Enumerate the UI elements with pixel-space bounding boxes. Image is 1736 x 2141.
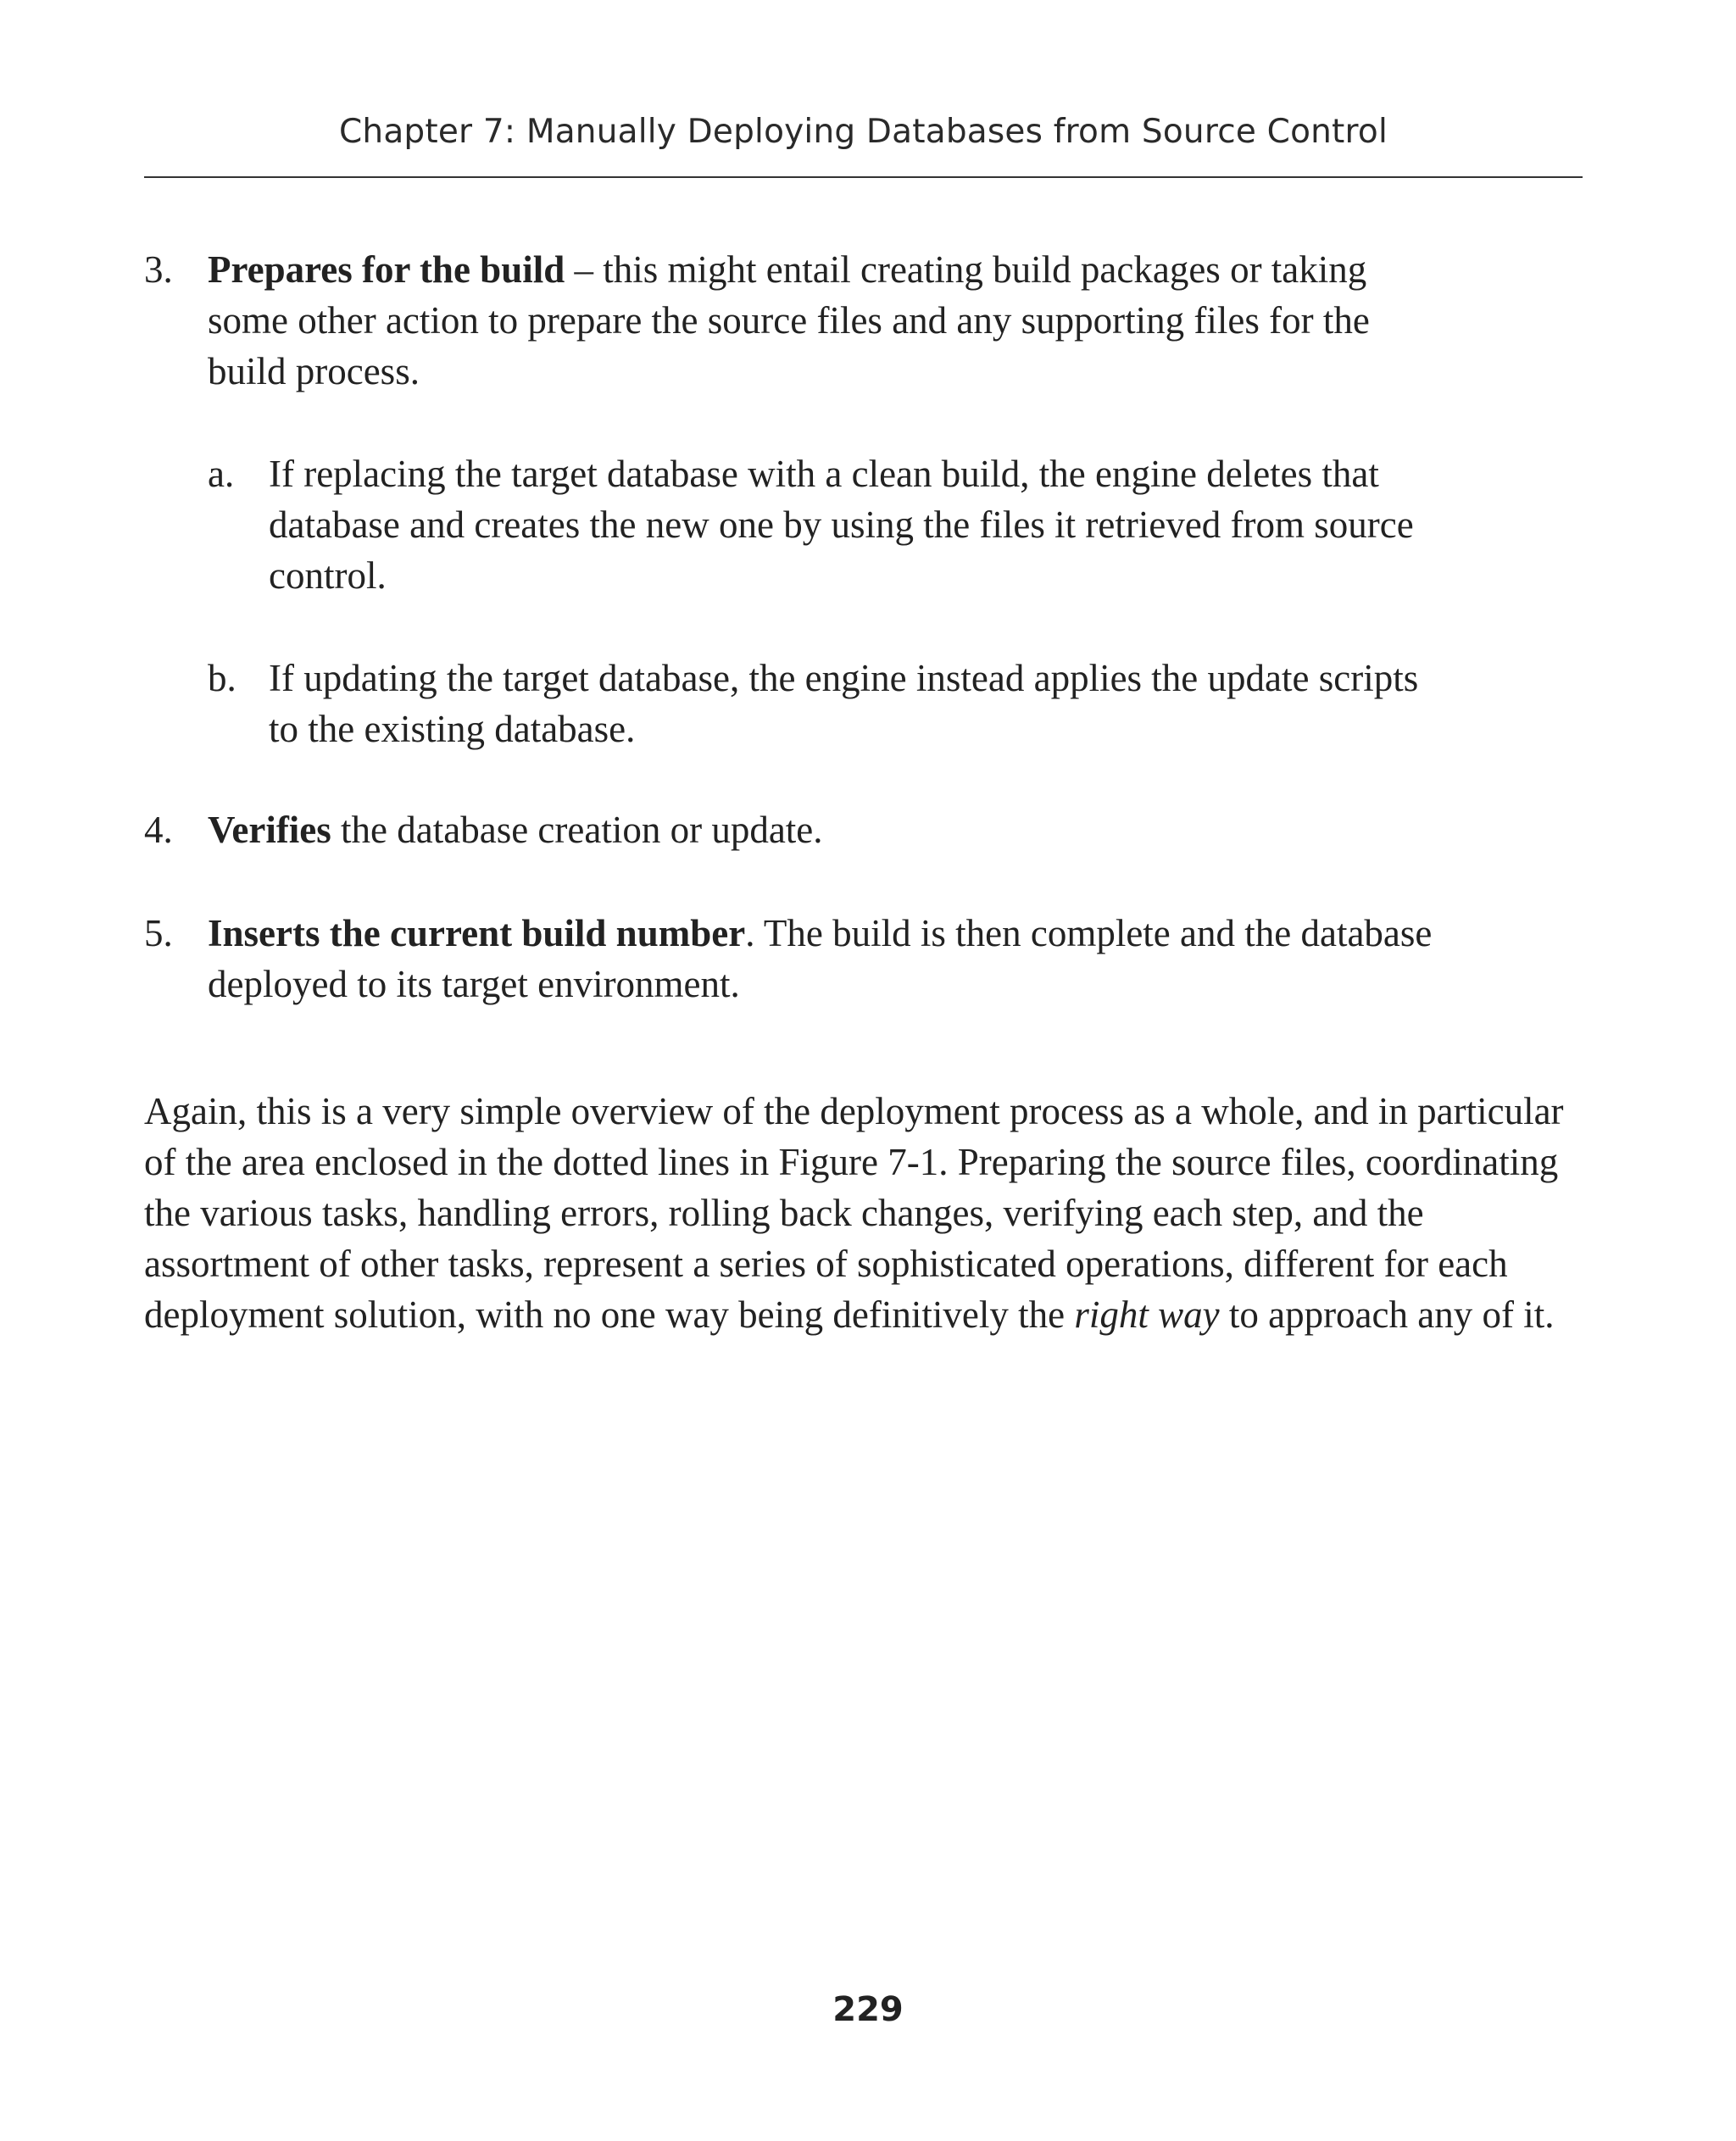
header-rule xyxy=(144,176,1583,178)
list-item-body: . The build is then complete and the database deployed to its target environment. xyxy=(208,912,1433,1005)
list-item-3a xyxy=(208,448,1449,601)
list-number: 5. xyxy=(144,912,173,954)
list-letter: b. xyxy=(208,657,236,699)
list-item-4 xyxy=(144,804,1449,855)
paragraph-text: Again, this is a very simple overview of the deployment process as a whole, and in particular of the area enclosed in the dotted lines in Figure 7-1. Preparing the source files, coordinating the various tasks, handling errors, rolling back changes, verifying each step, and the assortment of other tasks, represent a series of sophisticated operations, different for each deployment solution, with no one way being definitively the xyxy=(144,1090,1564,1336)
running-head: Chapter 7: Manually Deploying Databases from Source Control xyxy=(338,113,1388,151)
list-item-5 xyxy=(144,908,1500,1009)
list-item-body: – this might entail creating build packages or taking some other action to prepare the source files and any supporting files for the build process. xyxy=(208,248,1370,392)
list-item-body: the database creation or update. xyxy=(331,809,823,851)
list-item-body: If updating the target database, the engine instead applies the update scripts to the existing database. xyxy=(269,657,1419,750)
body-paragraph xyxy=(144,1086,1585,1340)
list-item-bold-lead: Verifies xyxy=(208,809,331,851)
paragraph-emphasis: right way xyxy=(1074,1293,1220,1336)
list-number: 4. xyxy=(144,809,173,851)
page-number: 229 xyxy=(832,1990,904,2029)
list-item-text xyxy=(208,908,1500,1009)
list-item-3 xyxy=(144,244,1449,397)
list-item-bold-lead: Inserts the current build number xyxy=(208,912,746,954)
list-item-text xyxy=(208,804,1449,855)
list-item-3b xyxy=(208,653,1449,754)
list-item-bold-lead: Prepares for the build xyxy=(208,248,565,291)
list-item-body: If replacing the target database with a clean build, the engine deletes that database and creates the new one by using the files it retrieved from source control. xyxy=(269,453,1414,597)
list-letter: a. xyxy=(208,453,235,495)
list-number: 3. xyxy=(144,248,173,291)
paragraph-text-end: to approach any of it. xyxy=(1219,1293,1555,1336)
list-item-text xyxy=(208,244,1449,397)
